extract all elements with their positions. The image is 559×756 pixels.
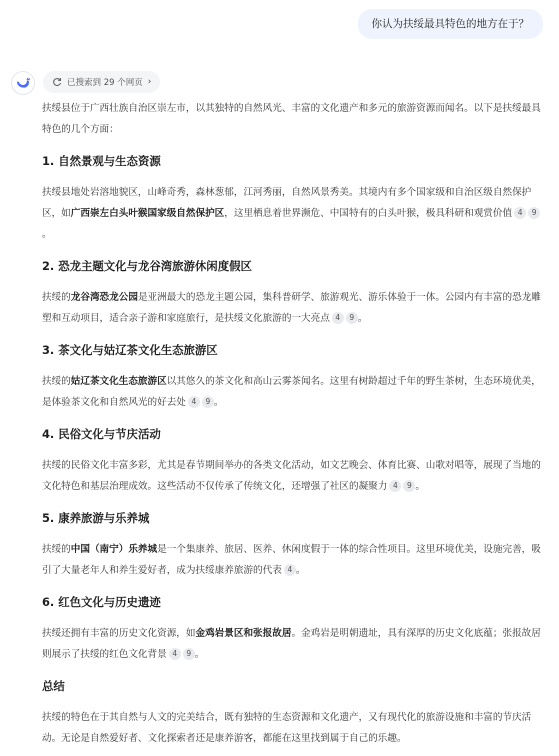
whale-logo-icon xyxy=(15,75,31,91)
section-text: 扶绥的 xyxy=(42,292,71,303)
citation-badge[interactable]: 4 xyxy=(389,480,401,492)
sentence-end: 。 xyxy=(295,565,306,576)
answer-sections xyxy=(42,150,546,665)
section-paragraph xyxy=(42,371,546,413)
section-heading: 6. 红色文化与历史遗迹 xyxy=(42,595,161,609)
citation-badge[interactable]: 9 xyxy=(202,396,214,408)
user-message-bubble: 你认为扶绥最具特色的地方在于？ xyxy=(358,9,544,39)
sentence-end: 。 xyxy=(415,481,425,492)
citation-badge[interactable]: 4 xyxy=(332,312,344,324)
section-text: 扶绥的民俗文化丰富多彩，尤其是春节期间举办的各类文化活动，如文艺晚会、体育比赛、山歌对唱等，展现了当地的文化特色和基层治理成效。这些活动不仅传承了传统文化，还增强了社区的凝聚力 xyxy=(42,460,541,492)
section-highlight: 龙谷湾恐龙公园 xyxy=(70,292,138,303)
section-text: 是一个集康养、旅居、医养、休闲度假于一体的综合性项目。这里环境优美，设施完善，吸引了大量老年人和养生爱好者，成为扶绥康养旅游的代表 xyxy=(42,544,541,576)
sentence-end: 。 xyxy=(42,229,52,240)
citation-badge[interactable]: 9 xyxy=(183,648,195,660)
section-paragraph xyxy=(42,287,546,329)
section-text: 。金鸡岩是明朝遗址，具有深厚的历史文化底蕴；张报故居则展示了扶绥的红色文化背景 xyxy=(42,628,541,660)
search-refresh-icon xyxy=(52,77,62,87)
section-heading: 2. 恐龙主题文化与龙谷湾旅游休闲度假区 xyxy=(42,259,252,273)
section-paragraph xyxy=(42,623,546,665)
citation-badge[interactable]: 4 xyxy=(188,396,200,408)
citation-badge[interactable]: 4 xyxy=(514,207,526,219)
section-heading: 4. 民俗文化与节庆活动 xyxy=(42,427,161,441)
citation-badge[interactable]: 4 xyxy=(169,648,181,660)
sentence-end: 。 xyxy=(194,649,205,660)
intro-paragraph: 扶绥县位于广西壮族自治区崇左市，以其独特的自然风光、丰富的文化遗产和多元的旅游资源而闻名。以下是扶绥最具特色的几个方面： xyxy=(42,103,541,135)
citation-badge[interactable]: 9 xyxy=(346,312,358,324)
section-heading: 3. 茶文化与姑辽茶文化生态旅游区 xyxy=(42,343,218,357)
section-text: 扶绥还拥有丰富的历史文化资源，如 xyxy=(42,628,196,639)
section-text: 扶绥的 xyxy=(42,544,71,555)
summary-paragraph: 扶绥的特色在于其自然与人文的完美结合，既有独特的生态资源和文化遗产，又有现代化的旅游设施和丰富的节庆活动。无论是自然爱好者、文化探索者还是康养游客，都能在这里找到属于自己的乐趣。 xyxy=(42,712,532,744)
assistant-avatar xyxy=(11,71,35,95)
section-highlight: 中国（南宁）乐养城 xyxy=(70,544,158,555)
section-text: 扶绥县地处岩溶地貌区，山峰奇秀，森林葱郁，江河秀丽，自然风景秀美。其境内有多个国家级和自治区级自然保护区，如 xyxy=(42,187,532,219)
section-paragraph xyxy=(42,455,546,497)
sentence-end: 。 xyxy=(213,397,224,408)
chevron-right-icon: › xyxy=(147,77,152,87)
assistant-answer xyxy=(42,98,546,756)
sentence-end: 。 xyxy=(357,313,368,324)
search-pill-label: 已搜索到 29 个网页 xyxy=(67,78,143,88)
section-text: 扶绥的 xyxy=(42,376,71,387)
summary-heading: 总结 xyxy=(42,679,65,693)
section-heading: 1. 自然景观与生态资源 xyxy=(42,154,161,168)
section-text: 是亚洲最大的恐龙主题公园，集科普研学、旅游观光、游乐体验于一体。公园内有丰富的恐龙雕塑和互动项目，适合亲子游和家庭旅行，是扶绥文化旅游的一大亮点 xyxy=(42,292,541,324)
section-paragraph xyxy=(42,182,546,245)
citation-badge[interactable]: 9 xyxy=(528,207,540,219)
section-highlight: 金鸡岩景区和张报故居 xyxy=(195,628,292,639)
section-highlight: 姑辽茶文化生态旅游区 xyxy=(70,376,167,387)
section-highlight: 广西崇左白头叶猴国家级自然保护区 xyxy=(70,208,225,219)
section-text: ，这里栖息着世界濒危、中国特有的白头叶猴，极具科研和观赏价值 xyxy=(224,208,513,219)
section-paragraph xyxy=(42,539,546,581)
citation-badge[interactable]: 4 xyxy=(284,564,296,576)
citation-badge[interactable]: 9 xyxy=(403,480,415,492)
web-search-results-toggle[interactable] xyxy=(43,71,160,93)
section-heading: 5. 康养旅游与乐养城 xyxy=(42,511,150,525)
section-text: 以其悠久的茶文化和高山云雾茶闻名。这里有树龄超过千年的野生茶树，生态环境优美，是体验茶文化和自然风光的好去处 xyxy=(42,376,541,408)
